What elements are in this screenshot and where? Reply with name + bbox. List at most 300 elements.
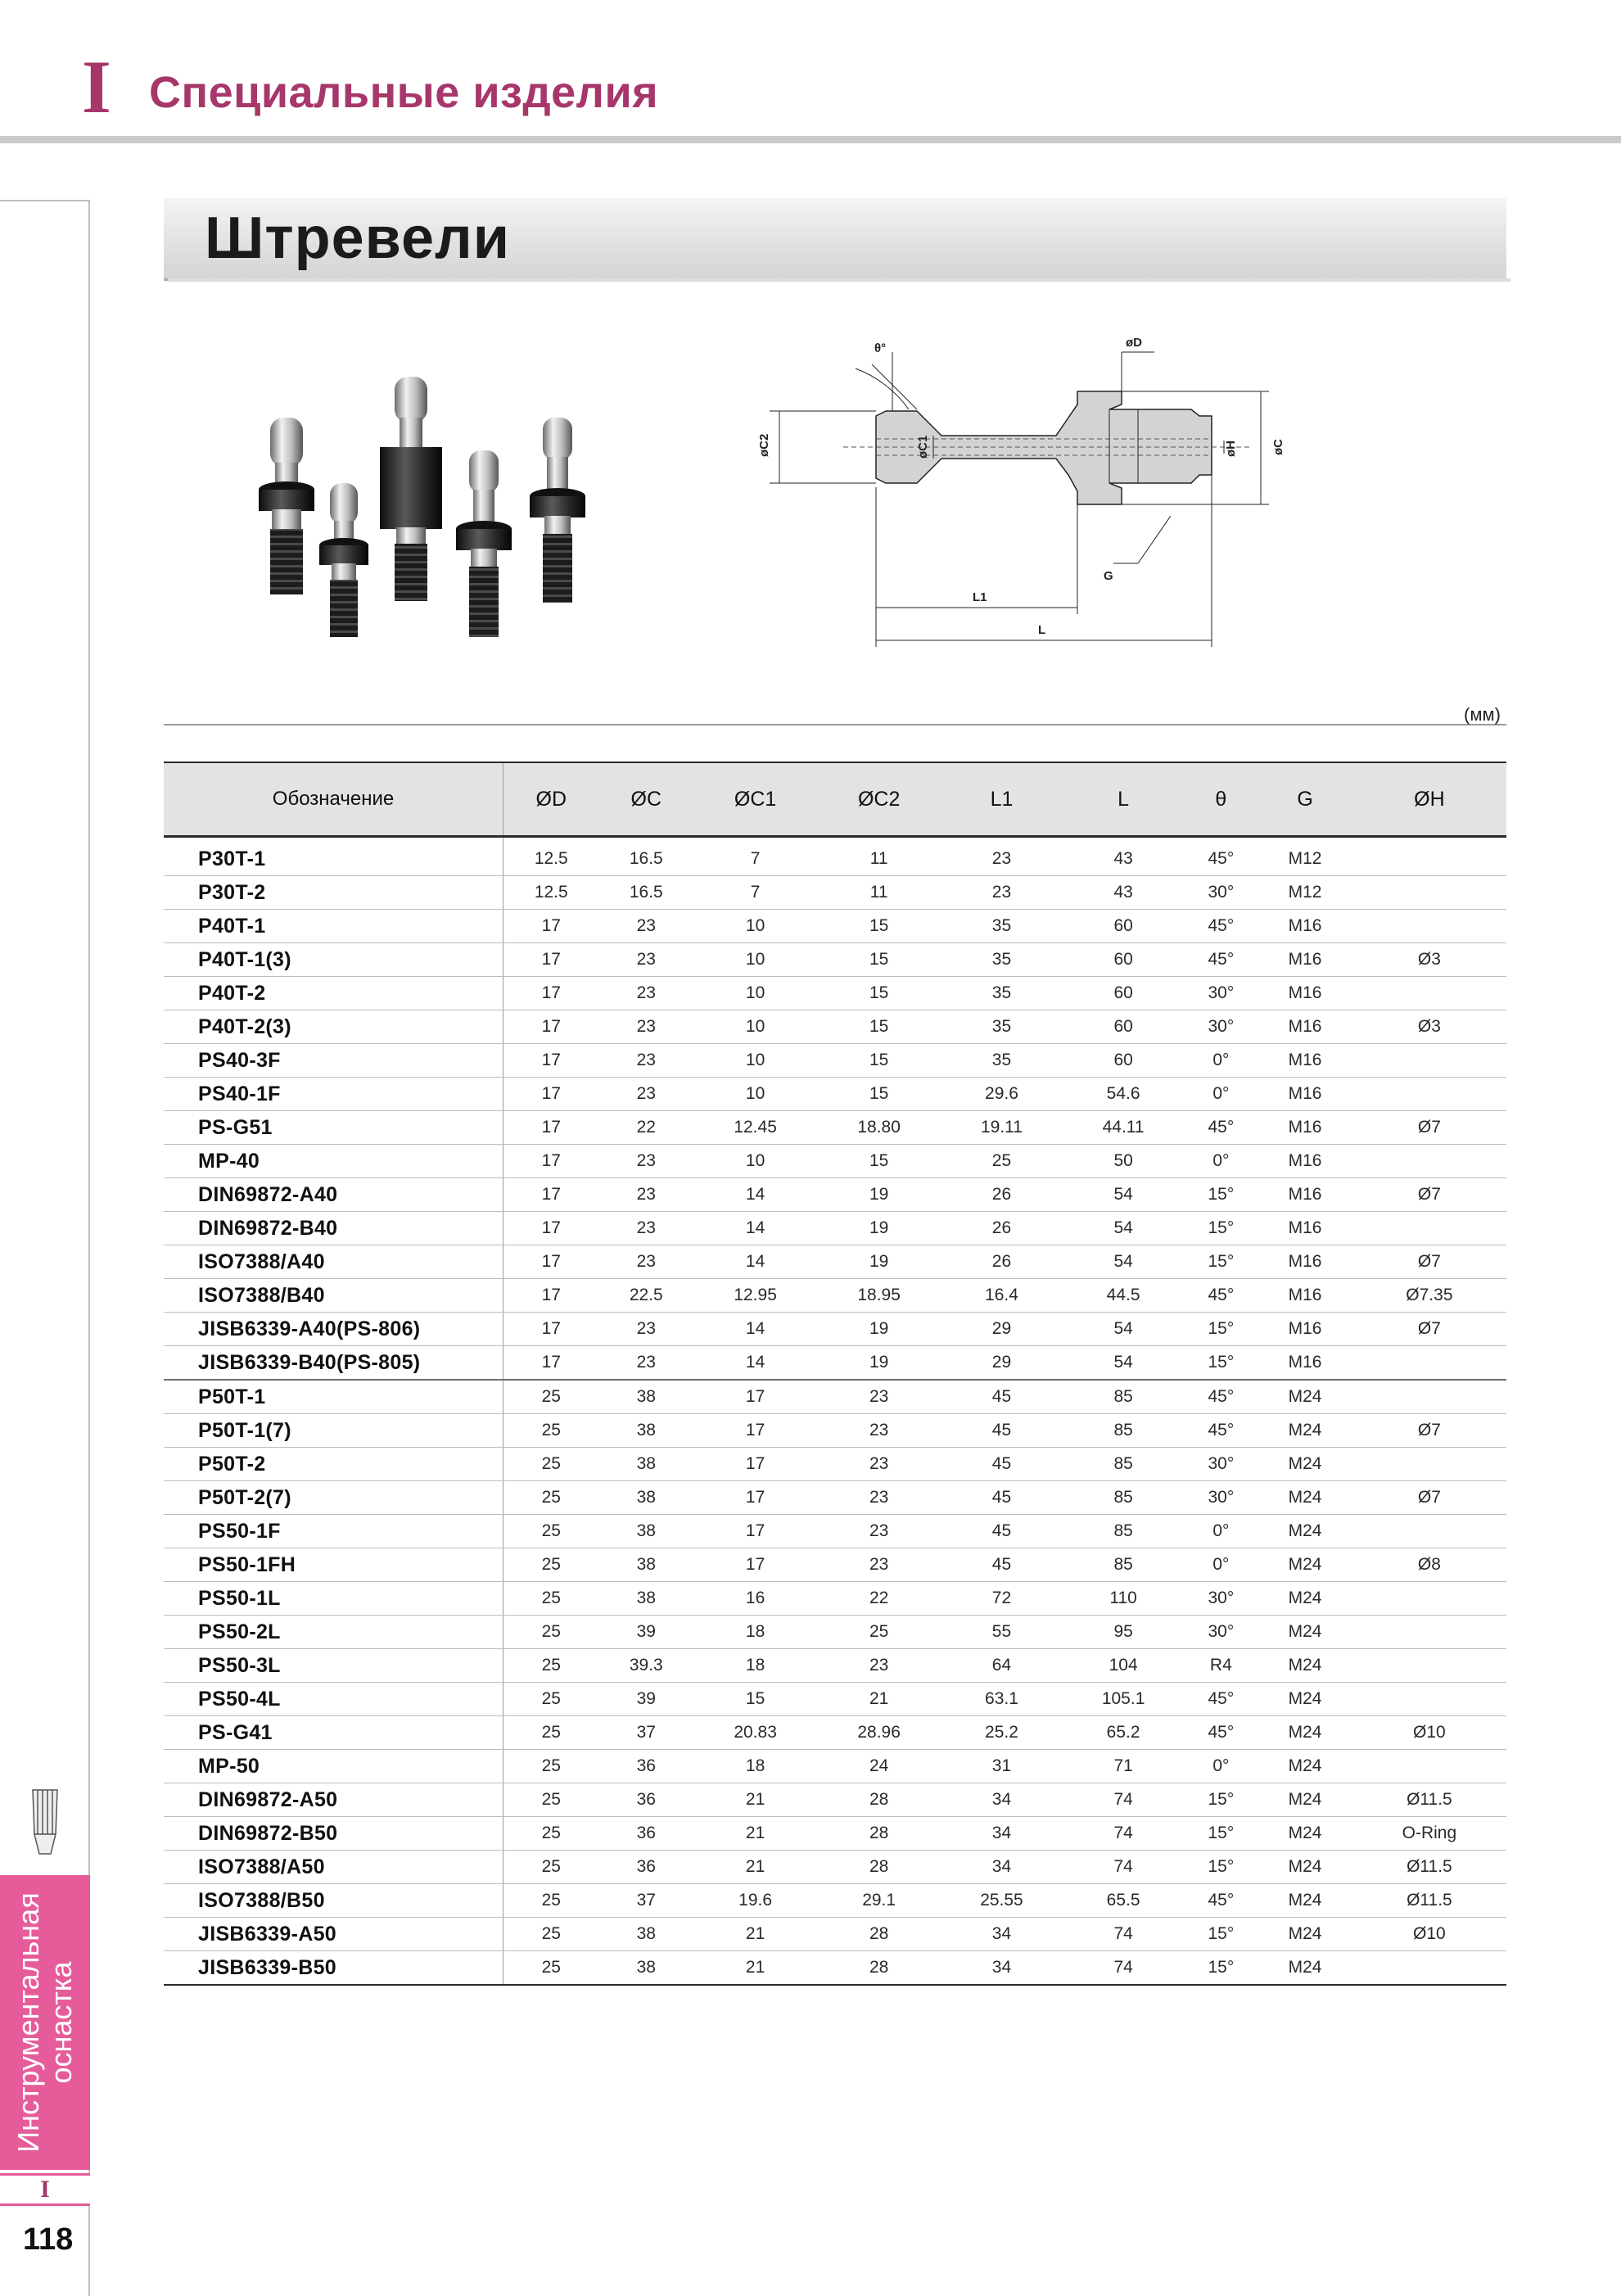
cell-designation: DIN69872-B50 [164,1817,503,1851]
cell-l: 95 [1063,1616,1185,1649]
cell-l1: 34 [941,1851,1063,1884]
cell-g: M24 [1258,1616,1352,1649]
cell-designation: P40T-2 [164,977,503,1010]
cell-theta: 45° [1184,1716,1258,1750]
cell-oh: Ø11.5 [1352,1783,1506,1817]
cell-oh [1352,1212,1506,1245]
stud-5 [530,418,585,603]
cell-od: 25 [503,1851,599,1884]
cell-l: 54 [1063,1178,1185,1212]
cell-l: 54 [1063,1212,1185,1245]
cell-od: 17 [503,1212,599,1245]
table-row [164,1414,1506,1448]
cell-theta: 0° [1184,1515,1258,1548]
cell-oc: 38 [599,1918,694,1951]
cell-oh [1352,910,1506,943]
cell-theta: 45° [1184,910,1258,943]
pull-studs-photo [246,360,622,655]
cell-od: 17 [503,1010,599,1044]
table-row [164,1111,1506,1145]
table-row [164,1851,1506,1884]
cell-designation: P50T-2(7) [164,1481,503,1515]
pull-stud-spec-table [164,762,1506,1986]
table-row [164,1448,1506,1481]
cell-l: 104 [1063,1649,1185,1683]
cell-oc2: 29.1 [817,1884,941,1918]
cell-oc: 39.3 [599,1649,694,1683]
col-l: L [1063,762,1185,837]
cell-od: 25 [503,1448,599,1481]
cell-oc2: 23 [817,1481,941,1515]
cell-theta: 45° [1184,1111,1258,1145]
cell-theta: 30° [1184,1448,1258,1481]
label-l1: L1 [973,590,987,604]
cell-oc: 23 [599,1313,694,1346]
cell-g: M24 [1258,1918,1352,1951]
cell-theta: 45° [1184,1279,1258,1313]
section-banner-shadow [168,278,1510,282]
cell-l: 65.5 [1063,1884,1185,1918]
cell-oc: 22.5 [599,1279,694,1313]
cell-oh [1352,1448,1506,1481]
table-row [164,837,1506,876]
table-row [164,1783,1506,1817]
pull-stud-drawing [757,319,1400,663]
cell-g: M24 [1258,1515,1352,1548]
cell-oc: 38 [599,1951,694,1986]
cell-theta: 45° [1184,943,1258,977]
label-g: G [1104,569,1113,583]
cell-designation: P50T-1(7) [164,1414,503,1448]
cell-oc2: 15 [817,1010,941,1044]
cell-oc: 37 [599,1884,694,1918]
cell-theta: 15° [1184,1212,1258,1245]
cell-oc: 36 [599,1750,694,1783]
label-oc1: øC1 [916,435,930,459]
cell-od: 17 [503,910,599,943]
cell-l: 85 [1063,1515,1185,1548]
cell-l: 74 [1063,1951,1185,1986]
cell-oc1: 7 [693,837,817,876]
table-row [164,1918,1506,1951]
cell-oc2: 15 [817,977,941,1010]
cell-theta: 15° [1184,1313,1258,1346]
cell-oh: Ø7 [1352,1414,1506,1448]
cell-oc2: 25 [817,1616,941,1649]
cell-l: 74 [1063,1918,1185,1951]
cell-designation: P30T-1 [164,837,503,876]
cell-l: 85 [1063,1481,1185,1515]
cell-l1: 26 [941,1212,1063,1245]
cell-l1: 34 [941,1951,1063,1986]
cell-l: 54 [1063,1313,1185,1346]
cell-oc: 23 [599,1044,694,1078]
cell-theta: 45° [1184,837,1258,876]
cell-oc: 39 [599,1616,694,1649]
cell-oc1: 16 [693,1582,817,1616]
cell-designation: JISB6339-A50 [164,1918,503,1951]
cell-od: 17 [503,1245,599,1279]
cell-l1: 34 [941,1918,1063,1951]
cell-oc1: 15 [693,1683,817,1716]
cell-od: 25 [503,1515,599,1548]
cell-oc2: 23 [817,1448,941,1481]
cell-oc2: 11 [817,837,941,876]
cell-l1: 25.55 [941,1884,1063,1918]
cell-theta: 45° [1184,1683,1258,1716]
cell-od: 17 [503,1279,599,1313]
cell-od: 17 [503,1078,599,1111]
units-label: (мм) [1464,704,1501,725]
cell-oh [1352,876,1506,910]
table-row [164,1951,1506,1986]
cell-oh [1352,1683,1506,1716]
chapter-title: Специальные изделия [149,68,659,117]
units-rule [164,724,1506,725]
section-title: Штревели [205,206,510,271]
cell-g: M16 [1258,977,1352,1010]
cell-l: 50 [1063,1145,1185,1178]
table-row [164,1346,1506,1381]
cell-oh: Ø7 [1352,1313,1506,1346]
cell-od: 25 [503,1414,599,1448]
cell-g: M24 [1258,1851,1352,1884]
cell-theta: 0° [1184,1548,1258,1582]
cell-od: 25 [503,1481,599,1515]
cell-l1: 45 [941,1380,1063,1414]
cell-oh: Ø10 [1352,1716,1506,1750]
cell-oc1: 21 [693,1918,817,1951]
cell-oc1: 14 [693,1313,817,1346]
cell-designation: PS50-2L [164,1616,503,1649]
cell-oc2: 28 [817,1951,941,1986]
table-row [164,1279,1506,1313]
cell-oc1: 21 [693,1783,817,1817]
table-row [164,1245,1506,1279]
cell-oc2: 18.95 [817,1279,941,1313]
cell-l1: 45 [941,1414,1063,1448]
cell-theta: 15° [1184,1918,1258,1951]
cell-oc: 23 [599,1145,694,1178]
table-row [164,1515,1506,1548]
cell-l1: 35 [941,1010,1063,1044]
cell-oc1: 14 [693,1346,817,1381]
cell-oc1: 17 [693,1515,817,1548]
cell-l: 74 [1063,1851,1185,1884]
cell-theta: 15° [1184,1817,1258,1851]
cell-g: M24 [1258,1548,1352,1582]
cell-l: 85 [1063,1448,1185,1481]
cell-od: 25 [503,1951,599,1986]
cell-l1: 35 [941,943,1063,977]
sidebar-line-1: Инструментальная [11,1892,45,2153]
cell-oc1: 17 [693,1380,817,1414]
cell-designation: P30T-2 [164,876,503,910]
cell-oc: 16.5 [599,837,694,876]
cell-oc: 23 [599,943,694,977]
cell-g: M12 [1258,876,1352,910]
cell-oc1: 17 [693,1414,817,1448]
cell-l: 110 [1063,1582,1185,1616]
cell-oh [1352,837,1506,876]
cell-oc2: 19 [817,1178,941,1212]
cell-od: 17 [503,1044,599,1078]
cell-l: 44.5 [1063,1279,1185,1313]
cell-od: 25 [503,1380,599,1414]
cell-l1: 31 [941,1750,1063,1783]
cell-oh: Ø7 [1352,1178,1506,1212]
cell-l1: 16.4 [941,1279,1063,1313]
cell-oh: Ø11.5 [1352,1851,1506,1884]
cell-od: 25 [503,1716,599,1750]
cell-oh [1352,1044,1506,1078]
cell-g: M24 [1258,1951,1352,1986]
cell-l1: 72 [941,1582,1063,1616]
cell-l: 60 [1063,943,1185,977]
cell-designation: DIN69872-A40 [164,1178,503,1212]
cell-oc: 16.5 [599,876,694,910]
cell-oc: 39 [599,1683,694,1716]
cell-oh [1352,1515,1506,1548]
cell-g: M12 [1258,837,1352,876]
cell-theta: 30° [1184,1582,1258,1616]
cell-g: M16 [1258,1111,1352,1145]
cell-oc2: 28 [817,1817,941,1851]
cell-oc1: 12.95 [693,1279,817,1313]
cell-g: M16 [1258,1212,1352,1245]
cell-l1: 35 [941,977,1063,1010]
cell-oh [1352,1616,1506,1649]
cell-oc1: 14 [693,1245,817,1279]
cell-designation: DIN69872-A50 [164,1783,503,1817]
table-row [164,1582,1506,1616]
cell-l1: 35 [941,910,1063,943]
cell-g: M24 [1258,1582,1352,1616]
cell-theta: 45° [1184,1414,1258,1448]
cell-designation: P40T-1 [164,910,503,943]
cell-l: 85 [1063,1548,1185,1582]
table-body [164,837,1506,1986]
cell-l: 74 [1063,1817,1185,1851]
cell-oh: Ø10 [1352,1918,1506,1951]
table-row [164,1178,1506,1212]
cell-oc2: 28 [817,1851,941,1884]
cell-l: 74 [1063,1783,1185,1817]
sidebar-roman-numeral: I [0,2173,90,2206]
cell-oh: Ø7 [1352,1111,1506,1145]
cell-oc: 23 [599,1346,694,1381]
cell-l1: 63.1 [941,1683,1063,1716]
cell-oc: 37 [599,1716,694,1750]
cell-l1: 23 [941,876,1063,910]
stud-4 [456,450,512,637]
cell-oc1: 21 [693,1851,817,1884]
cell-l1: 34 [941,1783,1063,1817]
cell-oc1: 14 [693,1178,817,1212]
cell-l1: 64 [941,1649,1063,1683]
cell-l: 85 [1063,1414,1185,1448]
cell-l: 54.6 [1063,1078,1185,1111]
cell-g: M16 [1258,1178,1352,1212]
cell-l1: 19.11 [941,1111,1063,1145]
cell-g: M24 [1258,1649,1352,1683]
cell-designation: PS50-1FH [164,1548,503,1582]
cell-oh [1352,1951,1506,1986]
cell-oc2: 23 [817,1649,941,1683]
cell-oc2: 23 [817,1380,941,1414]
cell-oc1: 21 [693,1817,817,1851]
cell-theta: 30° [1184,876,1258,910]
col-designation: Обозначение [164,762,503,837]
cell-oh [1352,1750,1506,1783]
cell-oc1: 10 [693,943,817,977]
cell-od: 25 [503,1649,599,1683]
cell-l1: 35 [941,1044,1063,1078]
table-row [164,977,1506,1010]
table-row [164,1313,1506,1346]
cell-g: M16 [1258,1313,1352,1346]
cell-oc1: 12.45 [693,1111,817,1145]
cell-g: M16 [1258,1245,1352,1279]
cell-oc1: 18 [693,1616,817,1649]
cell-l: 44.11 [1063,1111,1185,1145]
table-row [164,1145,1506,1178]
cell-od: 17 [503,943,599,977]
collet-icon [26,1785,64,1859]
cell-l1: 29 [941,1346,1063,1381]
cell-oh: Ø7 [1352,1481,1506,1515]
cell-od: 25 [503,1783,599,1817]
table-row [164,910,1506,943]
cell-oc1: 17 [693,1481,817,1515]
cell-oc2: 23 [817,1515,941,1548]
cell-g: M24 [1258,1414,1352,1448]
cell-designation: JISB6339-A40(PS-806) [164,1313,503,1346]
cell-theta: 15° [1184,1851,1258,1884]
cell-theta: 30° [1184,1481,1258,1515]
cell-g: M16 [1258,943,1352,977]
cell-oc: 23 [599,1245,694,1279]
cell-oc1: 7 [693,876,817,910]
cell-oc2: 24 [817,1750,941,1783]
cell-designation: ISO7388/A40 [164,1245,503,1279]
cell-od: 17 [503,1145,599,1178]
col-oc1: ØC1 [693,762,817,837]
cell-theta: 45° [1184,1884,1258,1918]
cell-l1: 25 [941,1145,1063,1178]
table-row [164,1481,1506,1515]
table-row [164,1212,1506,1245]
cell-designation: MP-50 [164,1750,503,1783]
cell-g: M16 [1258,1346,1352,1381]
table-row [164,1380,1506,1414]
cell-oc1: 20.83 [693,1716,817,1750]
cell-theta: 30° [1184,977,1258,1010]
cell-g: M24 [1258,1716,1352,1750]
cell-l1: 45 [941,1548,1063,1582]
cell-designation: P50T-2 [164,1448,503,1481]
cell-g: M24 [1258,1750,1352,1783]
cell-l: 65.2 [1063,1716,1185,1750]
label-oc2: øC2 [757,433,771,457]
stud-3 [380,377,442,601]
cell-oc2: 28 [817,1918,941,1951]
cell-oh [1352,977,1506,1010]
cell-l1: 23 [941,837,1063,876]
cell-l: 60 [1063,910,1185,943]
table-row [164,943,1506,977]
cell-designation: P50T-1 [164,1380,503,1414]
cell-oc: 23 [599,1078,694,1111]
cell-l: 85 [1063,1380,1185,1414]
cell-theta: R4 [1184,1649,1258,1683]
label-l: L [1038,623,1046,637]
cell-oc1: 21 [693,1951,817,1986]
cell-theta: 15° [1184,1346,1258,1381]
cell-theta: 15° [1184,1783,1258,1817]
left-margin-rule-top [0,200,90,201]
cell-oc1: 18 [693,1649,817,1683]
cell-oc2: 23 [817,1414,941,1448]
cell-theta: 0° [1184,1750,1258,1783]
cell-od: 25 [503,1884,599,1918]
cell-oh: Ø11.5 [1352,1884,1506,1918]
cell-l: 43 [1063,837,1185,876]
table-row [164,1010,1506,1044]
table-row [164,1750,1506,1783]
cell-oc: 36 [599,1851,694,1884]
cell-designation: PS50-4L [164,1683,503,1716]
cell-designation: P40T-2(3) [164,1010,503,1044]
cell-oc: 38 [599,1515,694,1548]
cell-od: 25 [503,1750,599,1783]
cell-designation: ISO7388/B40 [164,1279,503,1313]
cell-l1: 45 [941,1448,1063,1481]
cell-od: 25 [503,1683,599,1716]
cell-oh: O-Ring [1352,1817,1506,1851]
cell-designation: ISO7388/A50 [164,1851,503,1884]
col-oc2: ØC2 [817,762,941,837]
cell-designation: PS50-3L [164,1649,503,1683]
cell-theta: 15° [1184,1178,1258,1212]
table-row [164,1649,1506,1683]
cell-oc: 23 [599,977,694,1010]
cell-theta: 30° [1184,1010,1258,1044]
cell-od: 12.5 [503,837,599,876]
col-l1: L1 [941,762,1063,837]
cell-oc2: 18.80 [817,1111,941,1145]
label-oc: øC [1271,439,1285,455]
cell-oc2: 15 [817,910,941,943]
sidebar-section-label [0,1875,90,2170]
cell-g: M24 [1258,1683,1352,1716]
cell-oc2: 15 [817,943,941,977]
cell-od: 25 [503,1582,599,1616]
cell-l1: 45 [941,1515,1063,1548]
cell-oh [1352,1380,1506,1414]
cell-oc1: 10 [693,910,817,943]
cell-g: M24 [1258,1380,1352,1414]
cell-theta: 45° [1184,1380,1258,1414]
cell-l: 43 [1063,876,1185,910]
col-oh: ØH [1352,762,1506,837]
cell-oc1: 10 [693,977,817,1010]
cell-oc2: 19 [817,1212,941,1245]
cell-l1: 45 [941,1481,1063,1515]
stud-2 [319,483,368,637]
cell-od: 25 [503,1616,599,1649]
cell-l: 60 [1063,977,1185,1010]
